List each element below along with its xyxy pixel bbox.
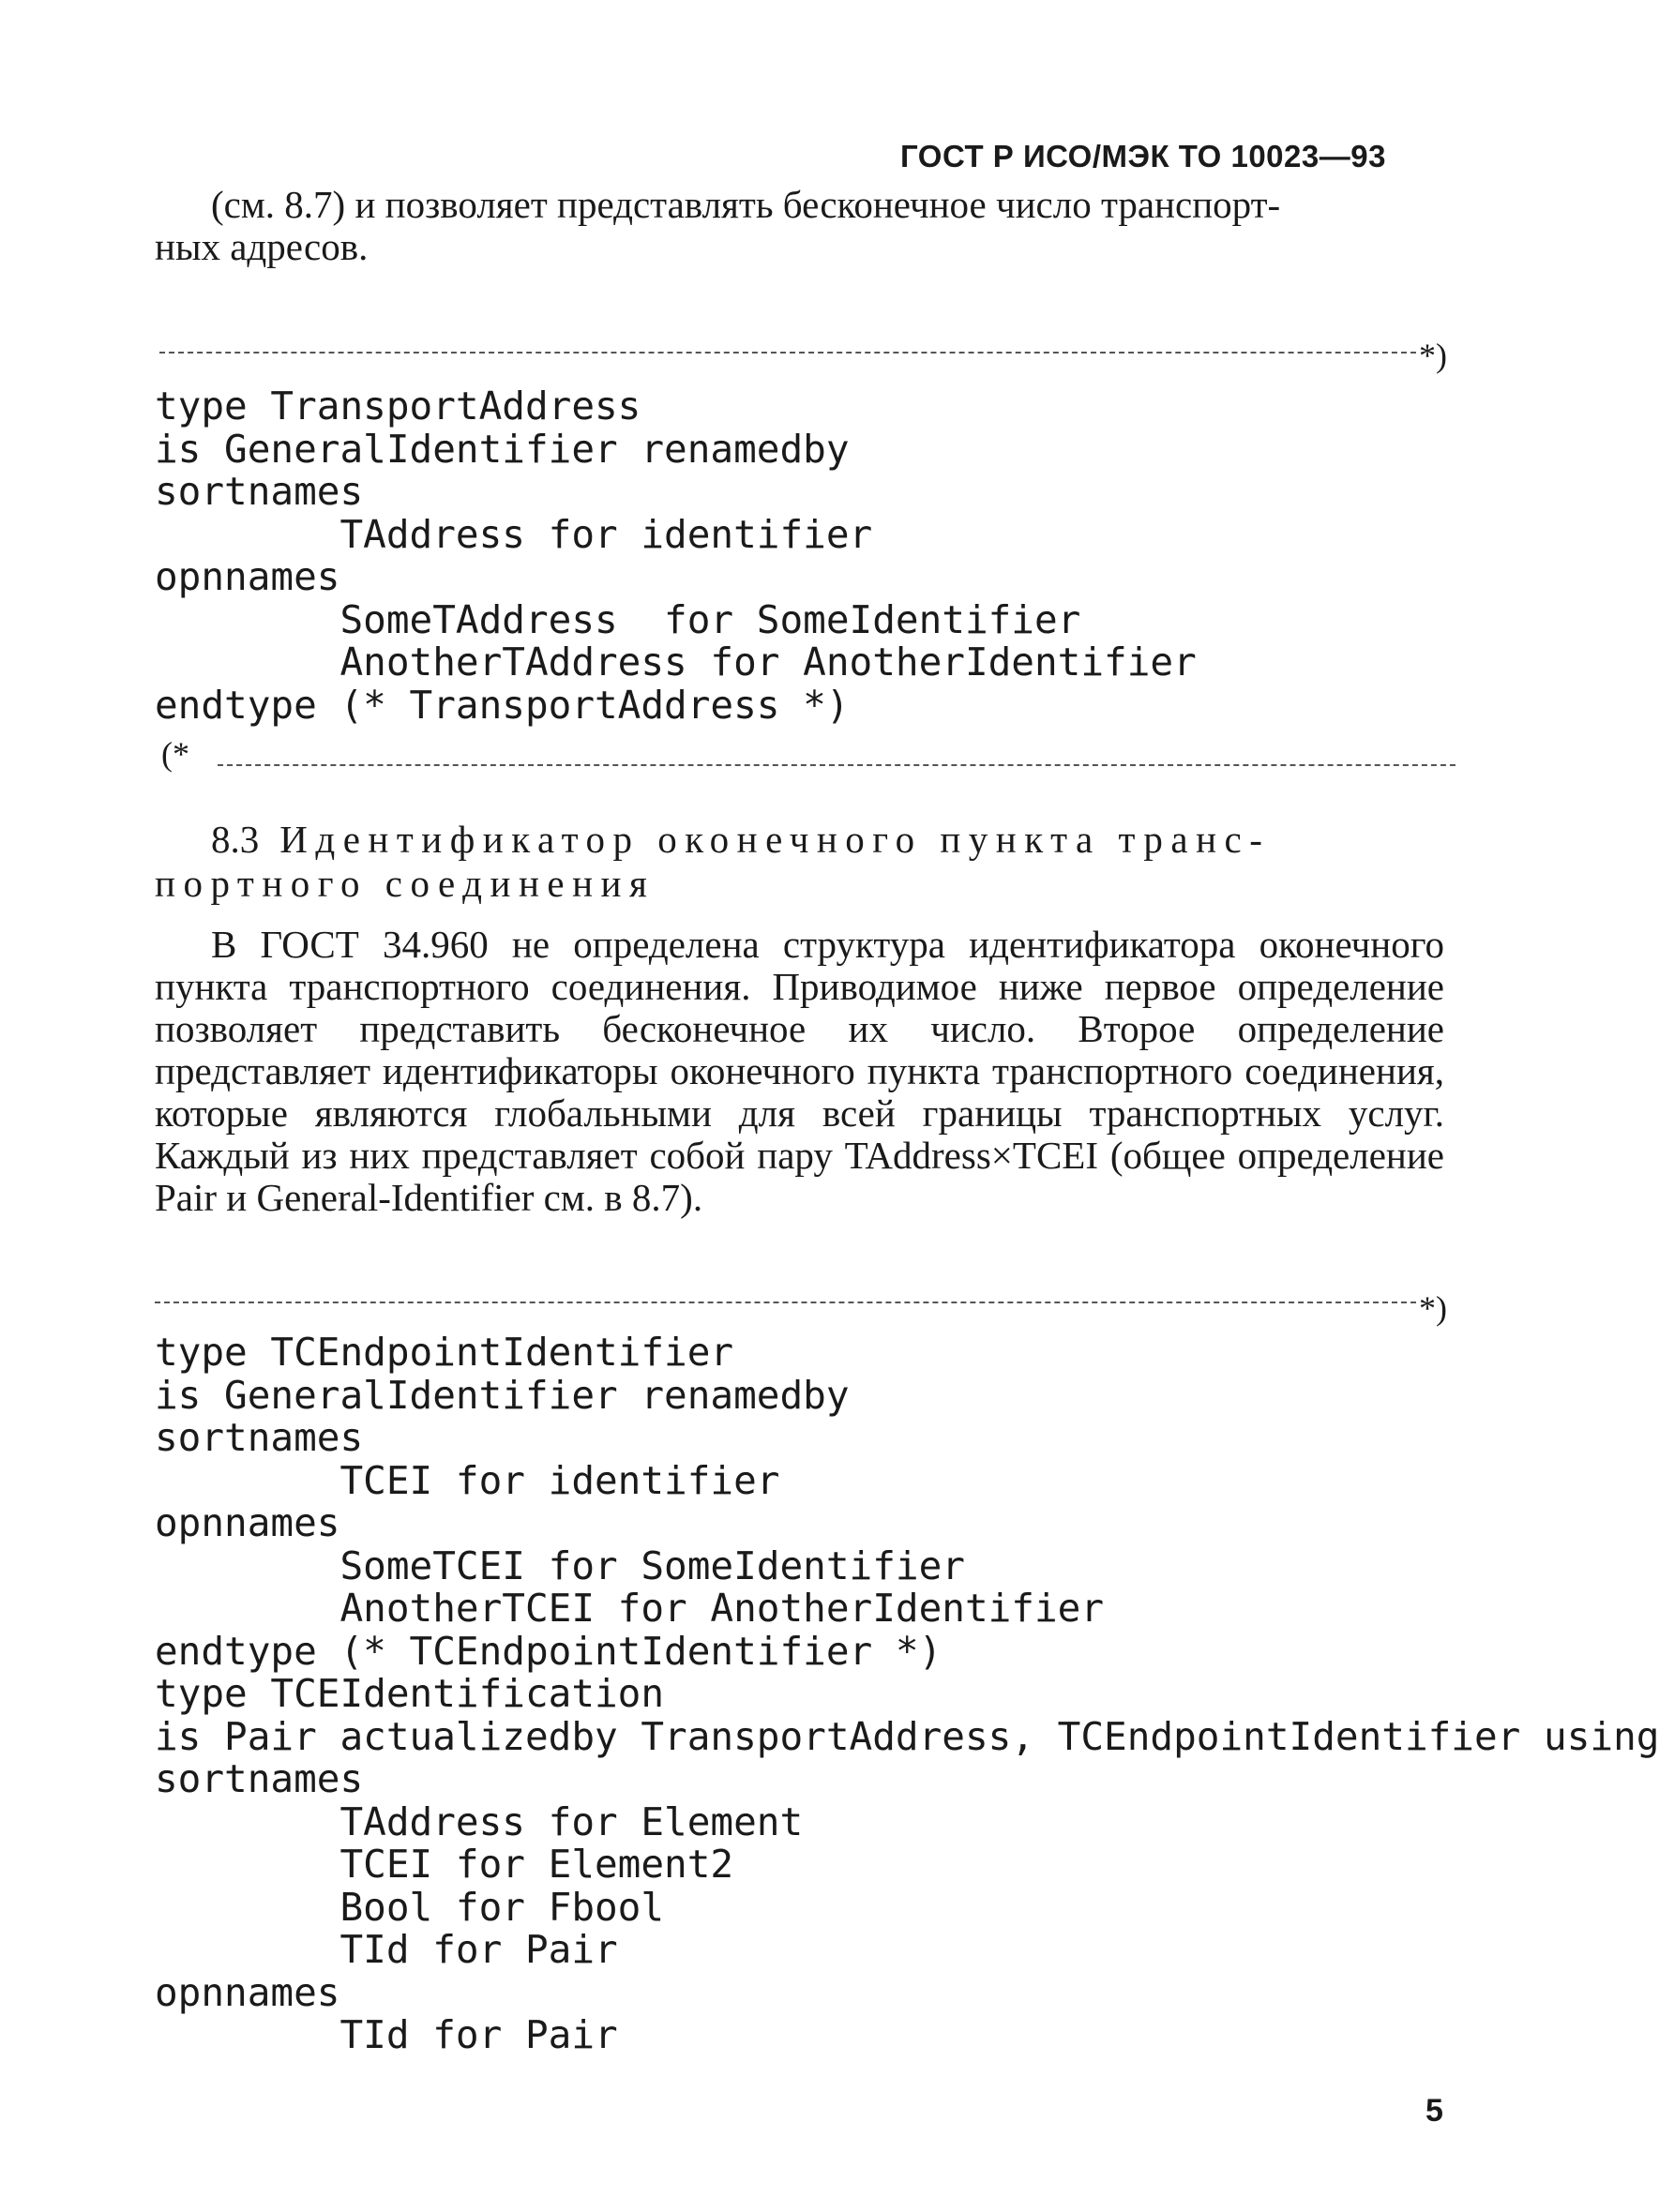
code-line: AnotherTCEI for AnotherIdentifier (155, 1586, 1105, 1631)
comment-end-mark: *) (1419, 337, 1447, 374)
code-line: opnnames (155, 554, 340, 599)
page-number: 5 (1425, 2093, 1443, 2129)
separator-line (218, 764, 1455, 766)
body-paragraph (155, 924, 1444, 1219)
code-line: SomeTAddress for SomeIdentifier (155, 596, 1081, 642)
code-line: sortnames (155, 469, 364, 514)
code-line: endtype (* TCEndpointIdentifier *) (155, 1628, 943, 1674)
section-title-line-1: Идентификатор оконечного пункта транс- (279, 818, 1271, 861)
code-line: endtype (* TransportAddress *) (155, 682, 850, 728)
section-heading (155, 818, 1444, 906)
code-line: type TCEIdentification (155, 1671, 665, 1716)
paragraph-text: В ГОСТ 34.960 не определена структура идентификатора оконечного пункта транспортного соединения. Приводимое ниже первое определение позволяет представить бесконечное их число. Второе определение представляет идентификаторы оконечного пункта транспортного соединения, которые являются глобальными для всей границы транспортных услуг. Каждый из них представляет собой пару TAddress×TCEI (общее определение Pair и General-Identifier см. в 8.7). (155, 923, 1444, 1219)
code-line: opnnames (155, 1969, 340, 2015)
code-line: TCEI for identifier (155, 1457, 780, 1503)
code-line: sortnames (155, 1415, 364, 1460)
code-line: is GeneralIdentifier renamedby (155, 426, 850, 472)
code-block-tce-identifier (155, 1330, 1659, 2057)
code-line: TId for Pair (155, 2012, 618, 2057)
code-block-transport-address (155, 385, 1468, 727)
separator-line (159, 352, 1416, 354)
code-line: TId for Pair (155, 1927, 618, 1972)
section-number: 8.3 (211, 818, 260, 861)
section-title-line-2: портного соединения (155, 862, 656, 905)
code-line: type TransportAddress (155, 384, 641, 429)
code-line: sortnames (155, 1756, 364, 1801)
code-line: is Pair actualizedby TransportAddress, TCEndpointIdentifier using (155, 1713, 1659, 1759)
code-line: opnnames (155, 1500, 340, 1545)
code-line: SomeTCEI for SomeIdentifier (155, 1542, 965, 1588)
code-line: TAddress for Element (155, 1798, 804, 1844)
comment-start-mark: (* (161, 735, 189, 773)
code-line: is GeneralIdentifier renamedby (155, 1372, 850, 1418)
code-line: AnotherTAddress for AnotherIdentifier (155, 640, 1197, 685)
page-header: ГОСТ Р ИСО/МЭК ТО 10023—93 (900, 139, 1386, 173)
intro-paragraph (155, 184, 1444, 268)
code-line: TAddress for identifier (155, 511, 873, 557)
code-line: TCEI for Element2 (155, 1842, 734, 1887)
code-line: type TCEndpointIdentifier (155, 1330, 734, 1375)
intro-line-1: (см. 8.7) и позволяет представлять бесконечное число транспорт- (211, 183, 1281, 226)
separator-line (155, 1302, 1416, 1303)
comment-end-mark: *) (1419, 1289, 1447, 1327)
code-line: Bool for Fbool (155, 1884, 665, 1930)
intro-line-2: ных адресов. (155, 225, 369, 268)
